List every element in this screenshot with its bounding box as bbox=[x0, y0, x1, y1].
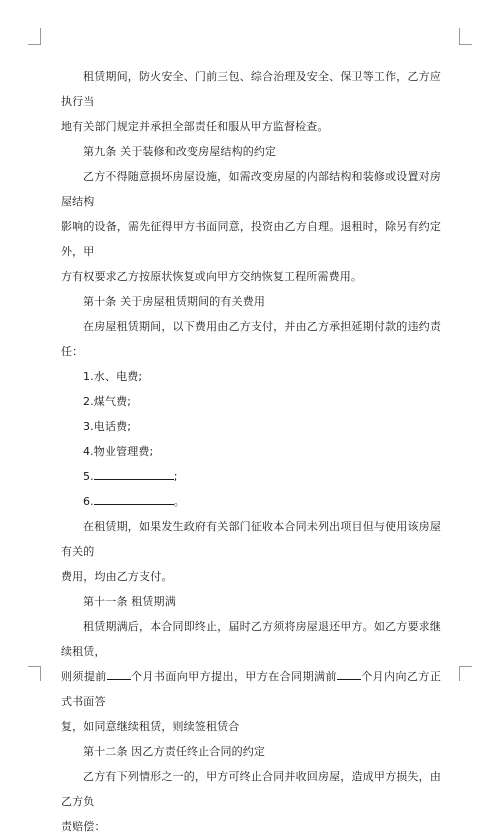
list-item-suffix: 。 bbox=[173, 495, 185, 508]
list-item bbox=[61, 464, 441, 489]
list-item: 3.电话费; bbox=[83, 420, 132, 433]
text-line: 乙方不得随意损坏房屋设施，如需改变房屋的内部结构和装修或设置对房屋结构 bbox=[61, 170, 441, 208]
text-line: 方有权要求乙方按原状恢复或向甲方交纳恢复工程所需费用。 bbox=[61, 270, 363, 283]
text-line: 影响的设备，需先征得甲方书面同意，投资由乙方自理。退租时，除另有约定外，甲 bbox=[61, 220, 441, 258]
text-line: 费用，均由乙方支付。 bbox=[61, 570, 173, 583]
text-line: 租赁期满后，本合同即终止，届时乙方须将房屋退还甲方。如乙方要求继续租赁， bbox=[61, 620, 441, 658]
paragraph-article-12 bbox=[61, 764, 441, 839]
fill-in-blank bbox=[94, 469, 174, 480]
document-body bbox=[61, 64, 441, 839]
text-line: 复，如同意继续租赁，则续签租赁合 bbox=[61, 720, 240, 733]
list-item bbox=[61, 489, 441, 514]
paragraph-other-fees bbox=[61, 514, 441, 589]
text-line: 责赔偿： bbox=[61, 820, 106, 833]
article-9-heading: 第九条 关于装修和改变房屋结构的约定 bbox=[83, 145, 277, 158]
text-line: 乙方有下列情形之一的，甲方可终止合同并收回房屋，造成甲方损失，由乙方负 bbox=[61, 770, 441, 808]
list-item-prefix: 5. bbox=[83, 470, 94, 483]
fill-in-blank bbox=[337, 669, 361, 680]
paragraph-safety bbox=[61, 64, 441, 139]
crop-mark-bottom-right bbox=[459, 666, 472, 681]
text-line: 在租赁期，如果发生政府有关部门征收本合同未列出项目但与使用该房屋有关的 bbox=[61, 520, 441, 558]
article-10-heading: 第十条 关于房屋租赁期间的有关费用 bbox=[83, 295, 266, 308]
paragraph-article-9 bbox=[61, 164, 441, 289]
article-12-heading: 第十二条 因乙方责任终止合同的约定 bbox=[83, 745, 266, 758]
fill-in-blank bbox=[107, 669, 131, 680]
article-11-heading: 第十一条 租赁期满 bbox=[83, 595, 176, 608]
text-line: 地有关部门规定并承担全部责任和服从甲方监督检查。 bbox=[61, 120, 329, 133]
list-item-suffix: ; bbox=[173, 470, 178, 483]
text-segment: 个月内向乙方正式书面答 bbox=[61, 670, 441, 708]
text-segment: 个月书面向甲方提出，甲方在合同期满前 bbox=[130, 670, 337, 683]
paragraph-article-10: 在房屋租赁期间，以下费用由乙方支付，并由乙方承担延期付款的违约责任： bbox=[61, 320, 441, 358]
paragraph-article-11 bbox=[61, 614, 441, 739]
list-item: 1.水、电费; bbox=[83, 370, 143, 383]
crop-mark-top-right bbox=[459, 28, 472, 45]
crop-mark-top-left bbox=[28, 28, 41, 45]
text-line: 租赁期间，防火安全、门前三包、综合治理及安全、保卫等工作，乙方应执行当 bbox=[61, 70, 441, 108]
text-segment: 则须提前 bbox=[61, 670, 107, 683]
crop-mark-bottom-left bbox=[28, 666, 41, 681]
list-item-prefix: 6. bbox=[83, 495, 94, 508]
list-item: 4.物业管理费; bbox=[83, 445, 154, 458]
list-item: 2.煤气费; bbox=[83, 395, 132, 408]
fill-in-blank bbox=[94, 494, 174, 505]
